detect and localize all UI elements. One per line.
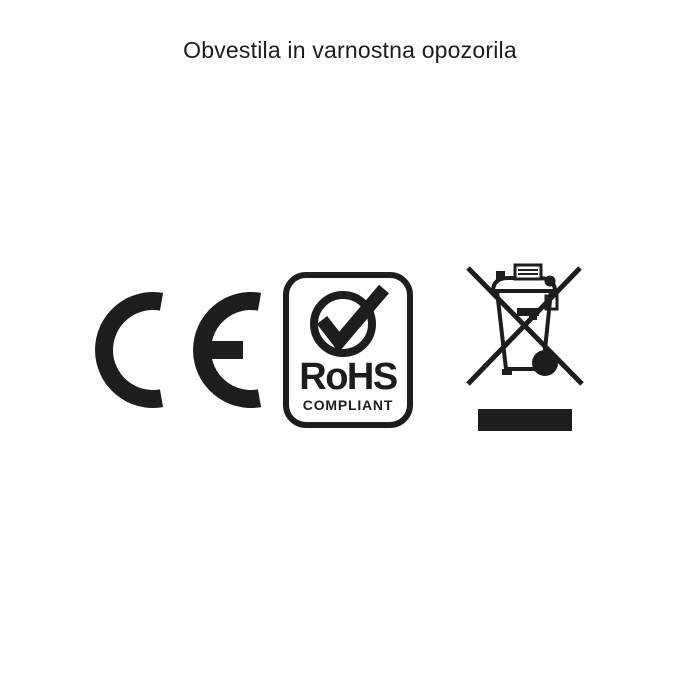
rohs-compliant-badge [283,272,413,428]
weee-black-bar [478,409,572,431]
page-title: Obvestila in varnostna opozorila [183,37,517,64]
weee-crossed-out-wheelie-bin-icon [466,262,586,432]
ce-marking-icon [95,290,262,410]
ce-mark [95,290,262,415]
rohs-label: RoHS [299,356,397,398]
rohs-compliant-label: COMPLIANT [302,396,394,413]
rohs-check-circle-icon [289,278,407,362]
weee-mark [466,262,586,437]
